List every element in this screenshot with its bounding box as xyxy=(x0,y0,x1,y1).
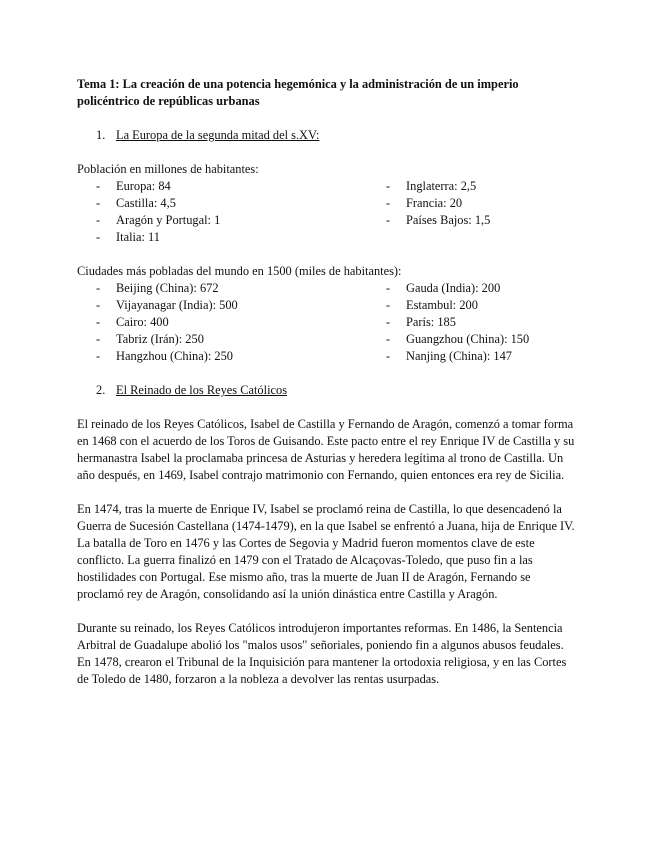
list-item-text: París: 185 xyxy=(406,315,456,329)
population-list-left xyxy=(77,178,367,246)
paragraph-1: El reinado de los Reyes Católicos, Isabel de Castilla y Fernando de Aragón, comenzó a tomar forma en 1468 con el acuerdo de los Toros de Guisando. Este pacto entre el rey Enrique IV de Castilla y su hermanastra Isabel la proclamaba princesa de Asturias y heredera legítima al trono de Castilla. Un año después, en 1469, Isabel contrajo matrimonio con Fernando, quien entonces era rey de Sicilia. xyxy=(77,417,575,482)
list-item xyxy=(77,348,367,365)
section-1-heading xyxy=(77,127,577,144)
bullet: - xyxy=(96,213,101,227)
bullet: - xyxy=(386,196,391,210)
bullet: - xyxy=(96,230,101,244)
list-item-text: Nanjing (China): 147 xyxy=(406,349,512,363)
bullet: - xyxy=(386,179,391,193)
list-item-text: Estambul: 200 xyxy=(406,298,478,312)
list-item xyxy=(77,314,367,331)
bullet: - xyxy=(386,213,391,227)
list-item-text: Vijayanagar (India): 500 xyxy=(116,298,238,312)
cities-list-left xyxy=(77,280,367,365)
list-item-text: Italia: 11 xyxy=(116,230,160,244)
bullet: - xyxy=(386,281,391,295)
document-title: Tema 1: La creación de una potencia hegemónica y la administración de un imperio policéntrico de repúblicas urbanas xyxy=(77,77,519,108)
cities-list-right xyxy=(367,280,577,365)
list-item xyxy=(77,331,367,348)
list-item-text: Cairo: 400 xyxy=(116,315,169,329)
list-item-text: Hangzhou (China): 250 xyxy=(116,349,233,363)
list-item xyxy=(77,178,367,195)
bullet: - xyxy=(96,196,101,210)
bullet: - xyxy=(96,349,101,363)
list-item-text: Gauda (India): 200 xyxy=(406,281,501,295)
bullet: - xyxy=(96,179,101,193)
section-2-number: 2. xyxy=(96,383,106,397)
list-item xyxy=(367,331,577,348)
population-list-right xyxy=(367,178,577,246)
list-item xyxy=(367,297,577,314)
cities-intro: Ciudades más pobladas del mundo en 1500 (miles de habitantes): xyxy=(77,264,402,278)
section-2-heading xyxy=(77,382,577,399)
cities-list xyxy=(77,280,577,365)
list-item xyxy=(77,229,367,246)
bullet: - xyxy=(386,315,391,329)
bullet: - xyxy=(96,315,101,329)
population-list xyxy=(77,178,577,246)
list-item xyxy=(77,280,367,297)
list-item-text: Castilla: 4,5 xyxy=(116,196,176,210)
section-1-title: La Europa de la segunda mitad del s.XV: xyxy=(116,128,320,142)
section-2-title: El Reinado de los Reyes Católicos xyxy=(116,383,288,397)
list-item xyxy=(367,348,577,365)
bullet: - xyxy=(386,332,391,346)
paragraph-2: En 1474, tras la muerte de Enrique IV, Isabel se proclamó reina de Castilla, lo que desencadenó la Guerra de Sucesión Castellana (1474-1479), en la que Isabel se enfrentó a Juana, hija de Enrique IV. La batalla de Toro en 1476 y las Cortes de Segovia y Madrid fueron momentos clave de este conflicto. La guerra finalizó en 1479 con el Tratado de Alcaçovas-Toledo, que puso fin a las hostilidades con Portugal. Ese mismo año, tras la muerte de Juan II de Aragón, Fernando se proclamó rey de Aragón, consolidando así la unión dinástica entre Castilla y Aragón. xyxy=(77,502,575,601)
list-item-text: Europa: 84 xyxy=(116,179,171,193)
document-page xyxy=(77,76,577,688)
list-item xyxy=(367,280,577,297)
bullet: - xyxy=(386,298,391,312)
list-item-text: Francia: 20 xyxy=(406,196,463,210)
list-item xyxy=(367,314,577,331)
section-1-number: 1. xyxy=(96,128,106,142)
paragraph-3: Durante su reinado, los Reyes Católicos introdujeron importantes reformas. En 1486, la Sentencia Arbitral de Guadalupe abolió los "malos usos" señoriales, poniendo fin a algunos abusos feudales. En 1478, crearon el Tribunal de la Inquisición para mantener la ortodoxia religiosa, y en las Cortes de Toledo de 1480, forzaron a la nobleza a devolver las rentas usurpadas. xyxy=(77,621,567,686)
list-item-text: Tabriz (Irán): 250 xyxy=(116,332,204,346)
bullet: - xyxy=(96,298,101,312)
list-item xyxy=(367,178,577,195)
list-item-text: Beijing (China): 672 xyxy=(116,281,219,295)
list-item xyxy=(367,212,577,229)
bullet: - xyxy=(96,281,101,295)
list-item-text: Inglaterra: 2,5 xyxy=(406,179,477,193)
bullet: - xyxy=(386,349,391,363)
list-item-text: Países Bajos: 1,5 xyxy=(406,213,491,227)
bullet: - xyxy=(96,332,101,346)
list-item-text: Aragón y Portugal: 1 xyxy=(116,213,221,227)
list-item xyxy=(77,212,367,229)
list-item xyxy=(77,195,367,212)
list-item-text: Guangzhou (China): 150 xyxy=(406,332,530,346)
population-intro: Población en millones de habitantes: xyxy=(77,162,259,176)
list-item xyxy=(77,297,367,314)
list-item xyxy=(367,195,577,212)
